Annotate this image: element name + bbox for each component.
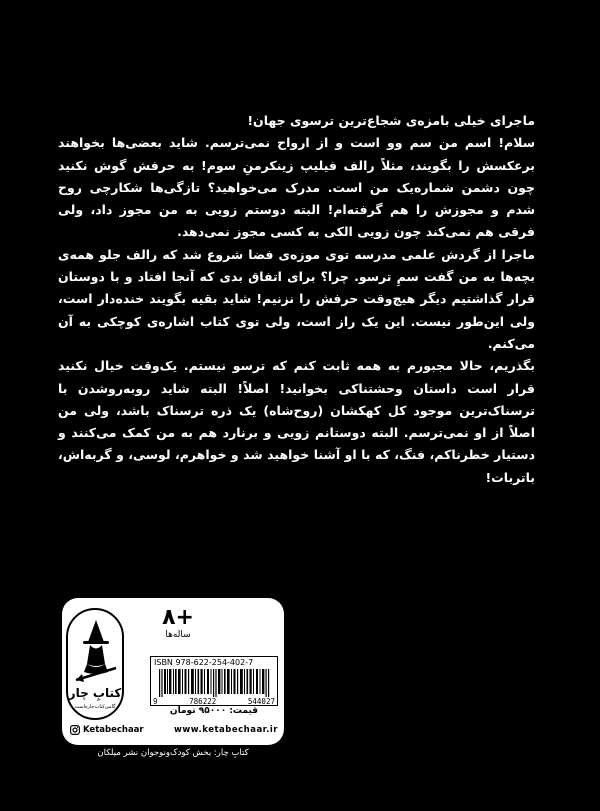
blurb-paragraph: سلام! اسم من سم وو است و از ارواح نمی‌ترسم. شاید بعضی‌ها بخواهند برعکسش را بگویند، مثلاً رالف فیلیپ زینکرمنِ سوم! به حرفش گوش نکنید چون دشمن شماره‌یک من است. مدرک می‌خواهید؟ تازگی‌ها شکارچی روح شدم و مجوزش را هم گرفته‌ام! البته دوستم زویی به من مجوز داد، ولی فرقی هم نمی‌کند چون زویی الکی به کسی مجوز نمی‌دهد. xyxy=(58,135,535,240)
age-rating-badge xyxy=(154,606,202,648)
back-cover-blurb xyxy=(58,110,535,489)
social-links xyxy=(70,725,278,735)
witch-on-broom-icon xyxy=(74,618,118,684)
barcode-bars xyxy=(159,669,271,697)
instagram-handle-text: Ketabechaar xyxy=(83,725,144,735)
barcode-digit-group: 544027 xyxy=(247,697,275,706)
publisher-info-panel xyxy=(62,598,284,745)
publisher-credit: کتابِ چار: بخش کودک‌ونوجوان نشر میلکان xyxy=(97,748,249,758)
instagram-handle xyxy=(70,725,144,735)
barcode-digit-group: 9 xyxy=(153,697,158,706)
blurb-headline: ماجرای خیلی بامزه‌ی شجاع‌ترین ترسوی جهان! xyxy=(247,113,535,128)
logo-tagline: گامی‌کتاب‌جاره‌است xyxy=(74,704,116,710)
age-rating-unit: ساله‌ها xyxy=(165,630,191,640)
price-label: قیمت: ۹۵۰۰۰ تومان xyxy=(169,706,259,716)
barcode-digits xyxy=(153,697,275,706)
blurb-paragraph: بگذریم، حالا مجبورم به همه ثابت کنم که ترسو نیستم. یک‌وقت خیال نکنید قرار است داستان وحشتناکی بخوانید! اصلاً! البته شاید روبه‌روشدن با ترسناک‌ترین موجود کل کهکشان (روح‌شاه) یک ذره ترسناک باشد، ولی من اصلاً از او نمی‌ترسم. البته دوستانم زویی و برنارد هم به من کمک می‌کنند و دستیار خطرناکم، فنگ، که با او آشنا خواهید شد و خواهرم، لوسی، و گربه‌اش، باتربات! xyxy=(58,358,535,485)
publisher-logo xyxy=(66,608,124,720)
barcode-digit-group: 786222 xyxy=(189,697,217,706)
age-rating-number: ۸+ xyxy=(162,605,194,630)
isbn-barcode xyxy=(150,656,278,706)
isbn-text: ISBN 978-622-254-402-7 xyxy=(154,658,254,667)
instagram-icon xyxy=(70,725,80,735)
blurb-paragraph: ماجرا از گردش علمی مدرسه توی موزه‌ی فضا شروع شد که رالف جلو همه‌ی بچه‌ها به من گفت سمِ ترسو. چرا؟ برای اتفاق بدی که آنجا افتاد و با دوستان قرار گذاشتیم دیگر هیچ‌وقت حرفش را نزنیم! شاید بقیه بگویند خنده‌دار است، ولی این‌طور نیست. این یک راز است، ولی توی کتاب اشاره‌ی کوچکی به آن می‌کنم. xyxy=(58,246,535,351)
website-url: www.ketabechaar.ir xyxy=(174,725,278,735)
logo-name: کتابِ چار xyxy=(68,686,122,700)
